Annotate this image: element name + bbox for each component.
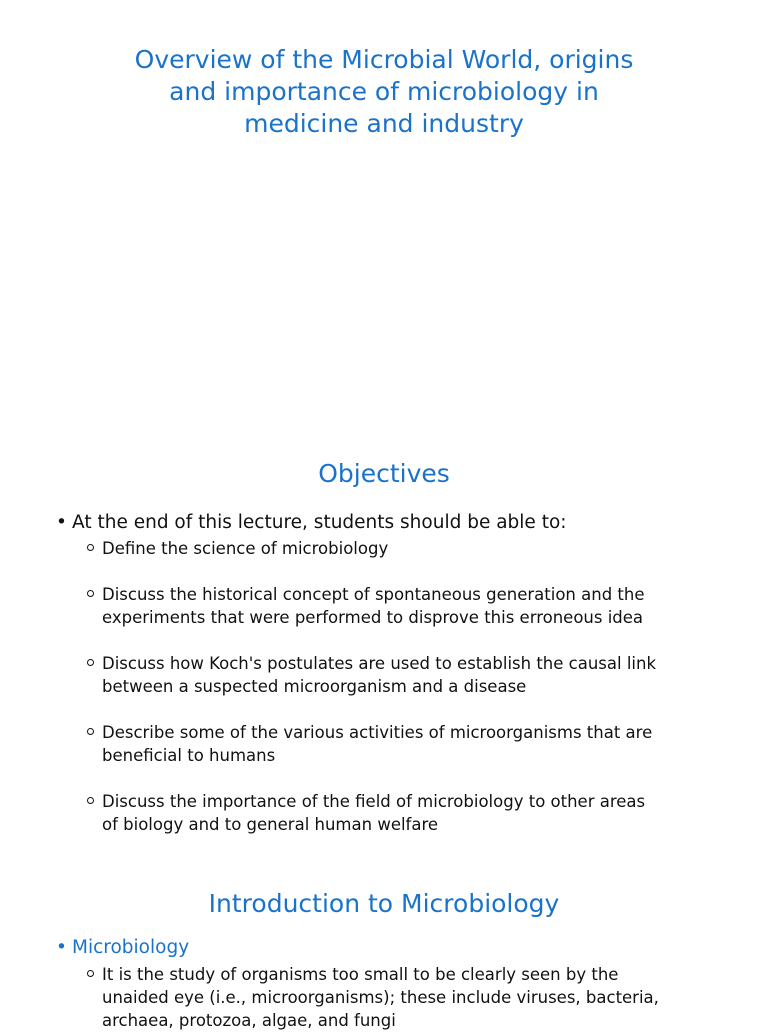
list-item (87, 583, 727, 629)
page-title (0, 44, 768, 140)
list-item-text: between a suspected microorganism and a disease (102, 677, 527, 696)
list-item (87, 652, 727, 698)
objectives-intro-bullet (56, 511, 567, 535)
list-item-text: Describe some of the various activities of microorganisms that are (102, 723, 653, 742)
list-item-text: experiments that were performed to disprove this erroneous idea (102, 608, 644, 627)
circle-bullet-icon (87, 544, 94, 551)
list-item-text: Define the science of microbiology (102, 539, 389, 558)
microbiology-bullet (56, 936, 189, 960)
circle-bullet-icon (87, 797, 94, 804)
list-item-text: It is the study of organisms too small to be clearly seen by the (102, 965, 619, 984)
list-item-text: unaided eye (i.e., microorganisms); these include viruses, bacteria, (102, 988, 659, 1007)
microbiology-bullet-text: Microbiology (72, 937, 190, 958)
list-item-text: Discuss the historical concept of spontaneous generation and the (102, 585, 645, 604)
circle-bullet-icon (87, 590, 94, 597)
list-item-text: of biology and to general human welfare (102, 815, 439, 834)
objectives-list (87, 537, 727, 859)
objectives-heading: Objectives (318, 459, 450, 488)
list-item-text: Discuss how Koch's postulates are used to establish the causal link (102, 654, 657, 673)
list-item (87, 721, 727, 767)
list-item (87, 790, 727, 836)
bullet-dot-icon: • (56, 937, 67, 958)
list-item (87, 963, 727, 1032)
circle-bullet-icon (87, 970, 94, 977)
title-line-3: medicine and industry (244, 109, 524, 138)
bullet-dot-icon: • (56, 512, 67, 533)
title-line-1: Overview of the Microbial World, origins (134, 45, 634, 74)
list-item (87, 537, 727, 560)
list-item-text: archaea, protozoa, algae, and fungi (102, 1011, 396, 1030)
introduction-heading: Introduction to Microbiology (208, 889, 560, 918)
circle-bullet-icon (87, 659, 94, 666)
objectives-intro-text: At the end of this lecture, students should be able to: (72, 512, 567, 533)
circle-bullet-icon (87, 728, 94, 735)
introduction-list (87, 963, 727, 1032)
title-line-2: and importance of microbiology in (169, 77, 599, 106)
list-item-text: Discuss the importance of the field of microbiology to other areas (102, 792, 646, 811)
list-item-text: beneficial to humans (102, 746, 276, 765)
